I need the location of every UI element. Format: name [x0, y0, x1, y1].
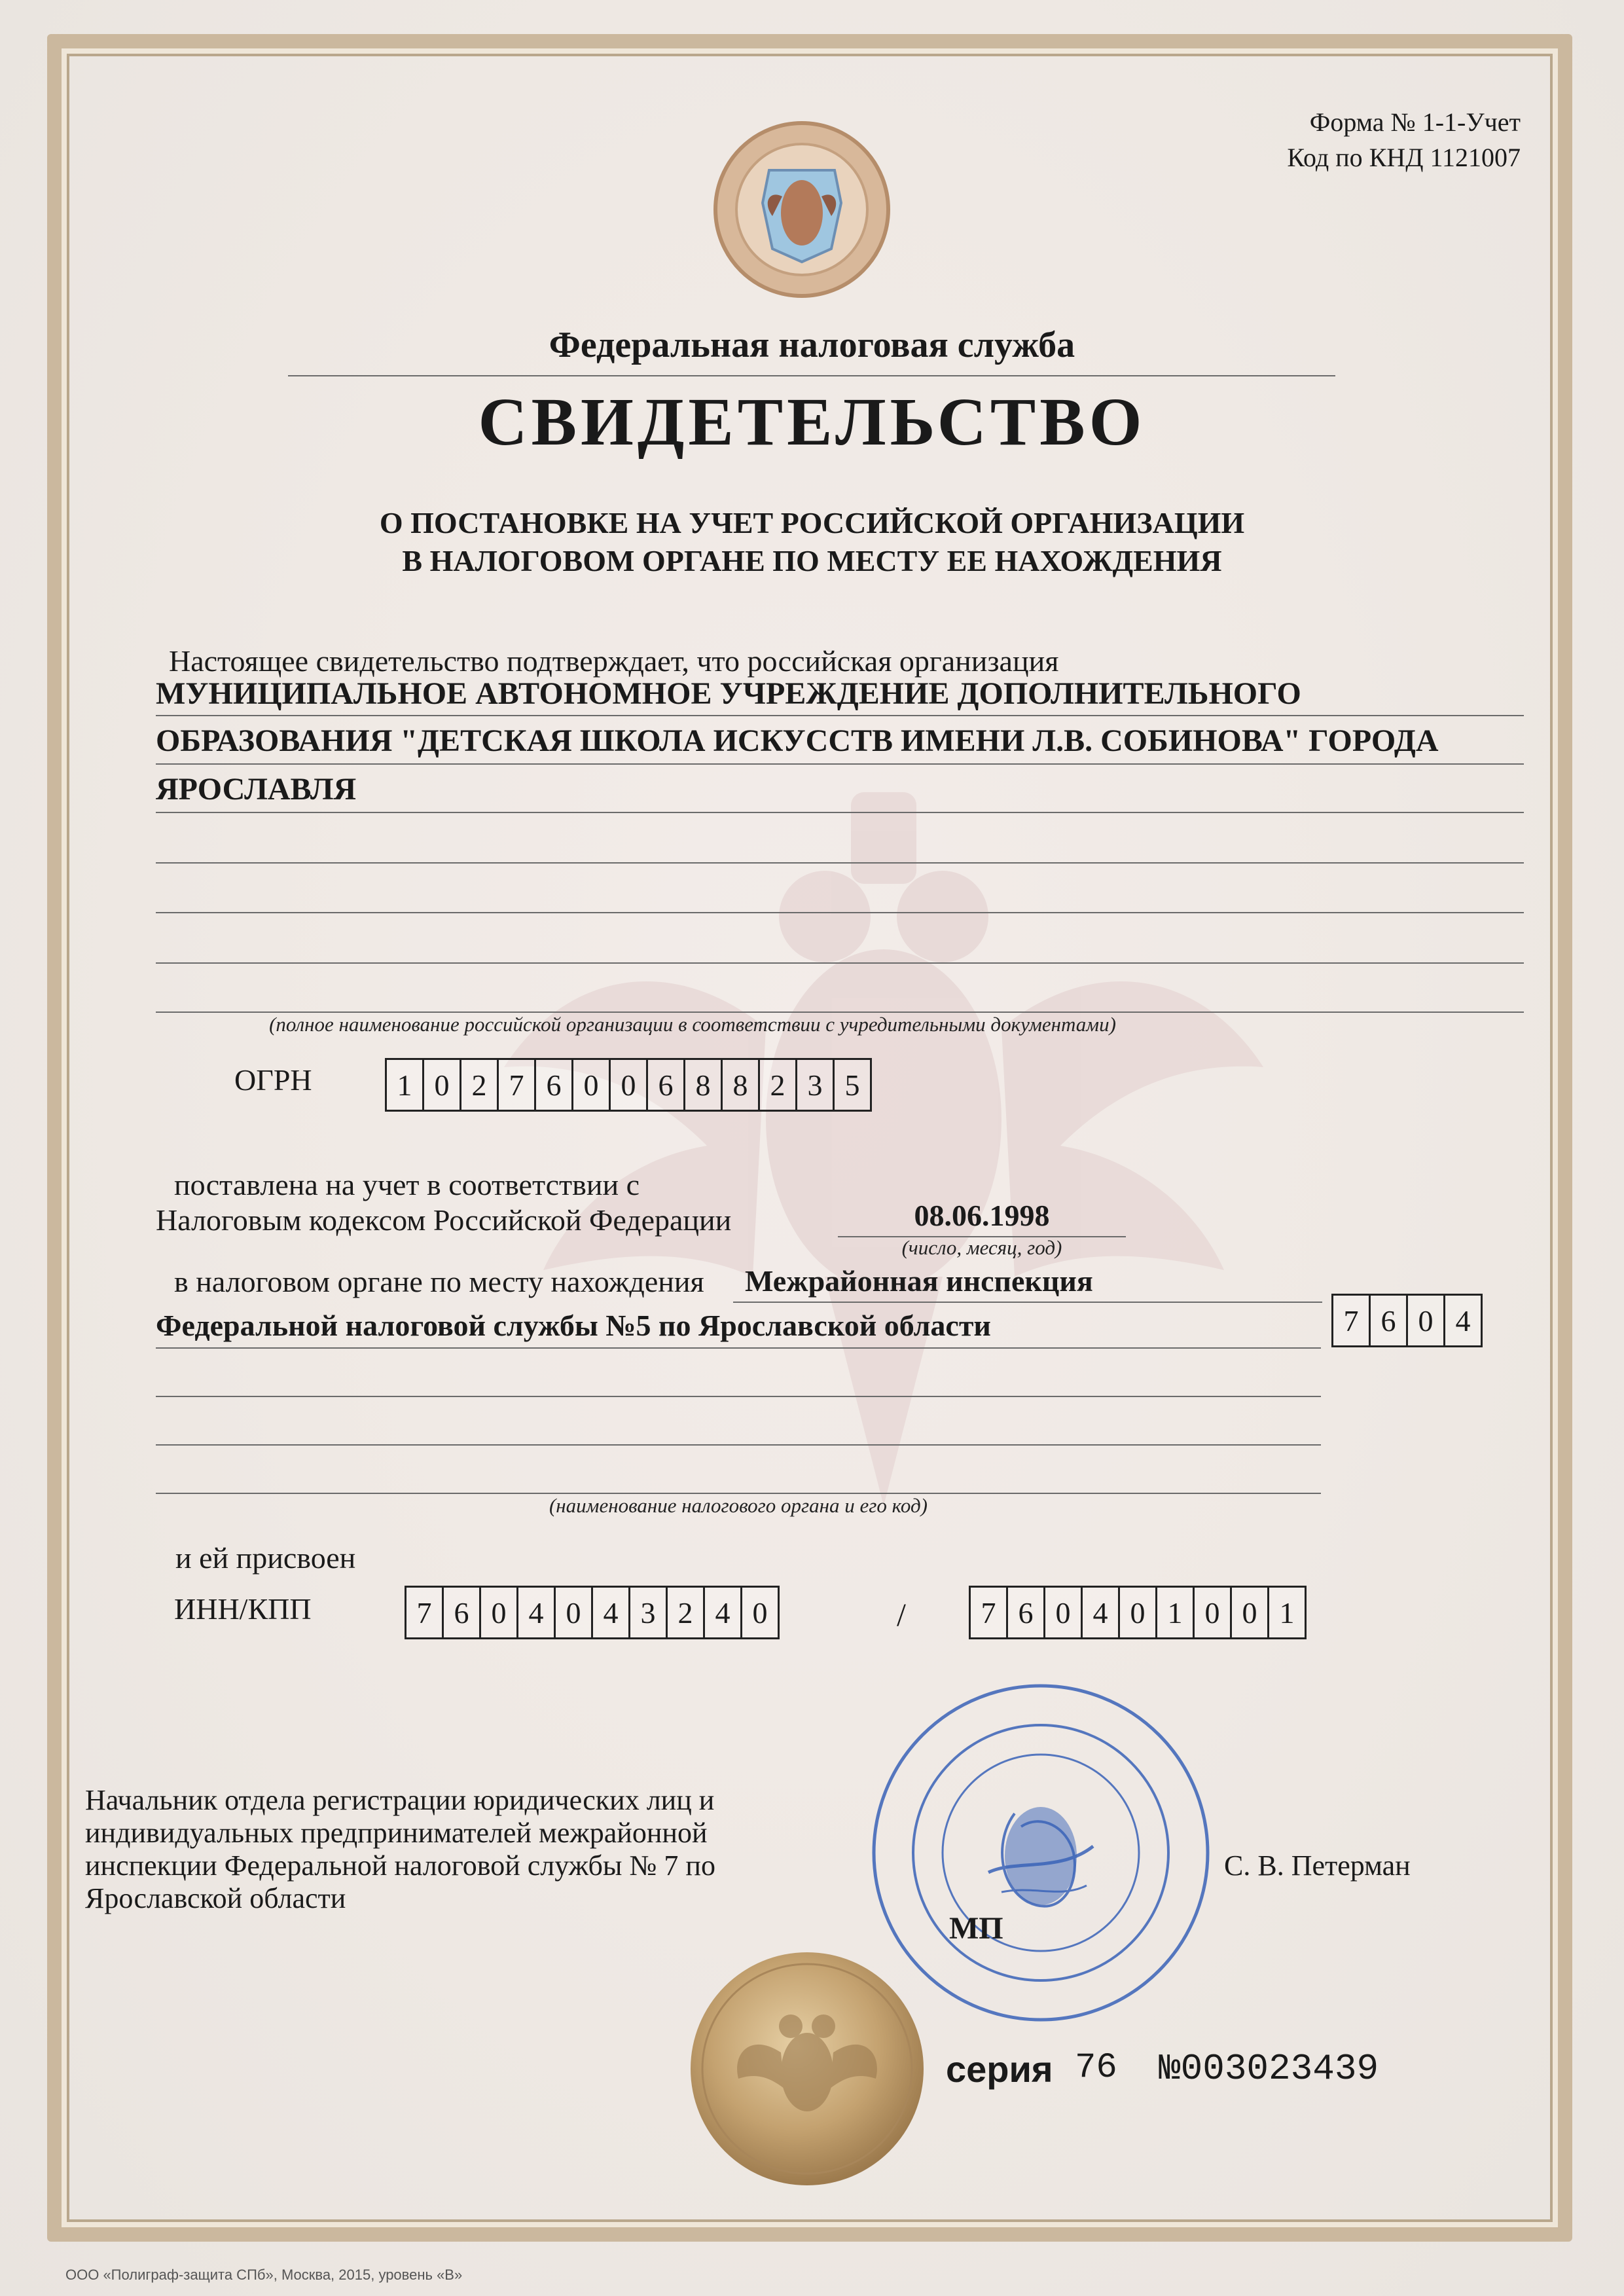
inn-digit: 0 [740, 1586, 780, 1639]
inn-kpp-separator: / [897, 1596, 906, 1633]
ogrn-digit: 0 [609, 1058, 648, 1112]
hologram-emblem-icon [710, 118, 893, 301]
organ-line-1: Межрайонная инспекция [745, 1264, 1093, 1298]
organ-prefix: в налоговом органе по месту нахождения [174, 1265, 704, 1298]
registration-line-1: поставлена на учет в соответствии с [174, 1168, 640, 1201]
kpp-digit: 0 [1193, 1586, 1232, 1639]
registration-date: 08.06.1998 [914, 1199, 1050, 1232]
org-name-line-3: ЯРОСЛАВЛЯ [156, 772, 357, 807]
kpp-digit: 0 [1043, 1586, 1083, 1639]
inn-kpp-label: ИНН/КПП [174, 1592, 312, 1626]
inn-digit: 3 [628, 1586, 668, 1639]
inn-digit: 0 [479, 1586, 518, 1639]
kpp-digit: 0 [1230, 1586, 1269, 1639]
ogrn-digit: 5 [833, 1058, 872, 1112]
inn-digit: 6 [442, 1586, 481, 1639]
signatory-line-2: индивидуальных предпринимателей межрайонной [85, 1817, 708, 1849]
organ-code-digit: 7 [1331, 1294, 1371, 1347]
organ-code-digit: 6 [1369, 1294, 1408, 1347]
inn-cells [405, 1586, 780, 1639]
ogrn-digit: 0 [422, 1058, 461, 1112]
signatory-block [85, 1784, 715, 1915]
org-name-line-1: МУНИЦИПАЛЬНОЕ АВТОНОМНОЕ УЧРЕЖДЕНИЕ ДОПОЛНИТЕЛЬНОГО [156, 676, 1301, 711]
organ-code-digit: 4 [1443, 1294, 1483, 1347]
serial-number: №003023439 [1159, 2048, 1379, 2090]
organ-code-cells [1331, 1294, 1483, 1347]
signatory-name: С. В. Петерман [1224, 1850, 1411, 1882]
registration-line-2: Налоговым кодексом Российской Федерации [156, 1203, 732, 1237]
signatory-line-1: Начальник отдела регистрации юридических лиц и [85, 1784, 715, 1816]
kpp-cells [969, 1586, 1307, 1639]
kpp-digit: 7 [969, 1586, 1008, 1639]
stamp-place-label: МП [949, 1911, 1003, 1946]
ogrn-label: ОГРН [234, 1063, 312, 1097]
ogrn-digit: 2 [460, 1058, 499, 1112]
signatory-line-4: Ярославской области [85, 1882, 346, 1914]
inn-digit: 2 [666, 1586, 705, 1639]
kpp-digit: 0 [1118, 1586, 1157, 1639]
inn-digit: 0 [554, 1586, 593, 1639]
ogrn-digit: 6 [646, 1058, 685, 1112]
ogrn-digit: 8 [683, 1058, 723, 1112]
inn-digit: 4 [591, 1586, 630, 1639]
ogrn-digit: 3 [795, 1058, 835, 1112]
inn-digit: 4 [516, 1586, 556, 1639]
inn-digit: 4 [703, 1586, 742, 1639]
series-value: 76 [1075, 2048, 1117, 2088]
ogrn-digit: 2 [758, 1058, 797, 1112]
kpp-digit: 1 [1155, 1586, 1195, 1639]
ogrn-cells [385, 1058, 872, 1112]
form-number: Форма № 1-1-Учет [1309, 107, 1521, 137]
ogrn-digit: 1 [385, 1058, 424, 1112]
inn-digit: 7 [405, 1586, 444, 1639]
knd-code: Код по КНД 1121007 [1287, 143, 1521, 172]
ogrn-digit: 7 [497, 1058, 536, 1112]
organ-line-2: Федеральной налоговой службы №5 по Ярославской области [156, 1309, 991, 1342]
organ-caption: (наименование налогового органа и его код) [549, 1494, 928, 1517]
intro-text: Настоящее свидетельство подтверждает, что российская организация [169, 644, 1059, 678]
printer-info: ООО «Полиграф-защита СПб», Москва, 2015, уровень «В» [65, 2267, 463, 2283]
gold-seal-icon [686, 1948, 928, 2190]
agency-name: Федеральная налоговая служба [549, 325, 1075, 365]
series-label: серия [946, 2049, 1053, 2090]
org-name-line-2: ОБРАЗОВАНИЯ "ДЕТСКАЯ ШКОЛА ИСКУССТВ ИМЕНИ Л.В. СОБИНОВА" ГОРОДА [156, 723, 1439, 758]
kpp-digit: 6 [1006, 1586, 1045, 1639]
date-caption: (число, месяц, год) [901, 1236, 1062, 1259]
certificate-title: СВИДЕТЕЛЬСТВО [478, 384, 1146, 460]
ogrn-digit: 6 [534, 1058, 573, 1112]
assigned-label: и ей присвоен [175, 1541, 356, 1575]
watermark-eagle-icon [458, 753, 1309, 1539]
ogrn-digit: 0 [571, 1058, 611, 1112]
subtitle-line-1: О ПОСТАНОВКЕ НА УЧЕТ РОССИЙСКОЙ ОРГАНИЗАЦИИ [379, 506, 1245, 539]
org-caption: (полное наименование российской организации в соответствии с учредительными документами) [269, 1013, 1116, 1036]
kpp-digit: 1 [1267, 1586, 1307, 1639]
subtitle-line-2: В НАЛОГОВОМ ОРГАНЕ ПО МЕСТУ ЕЕ НАХОЖДЕНИЯ [402, 544, 1222, 577]
signatory-line-3: инспекции Федеральной налоговой службы № 7 по [85, 1850, 715, 1882]
organ-code-digit: 0 [1406, 1294, 1445, 1347]
kpp-digit: 4 [1081, 1586, 1120, 1639]
ogrn-digit: 8 [721, 1058, 760, 1112]
